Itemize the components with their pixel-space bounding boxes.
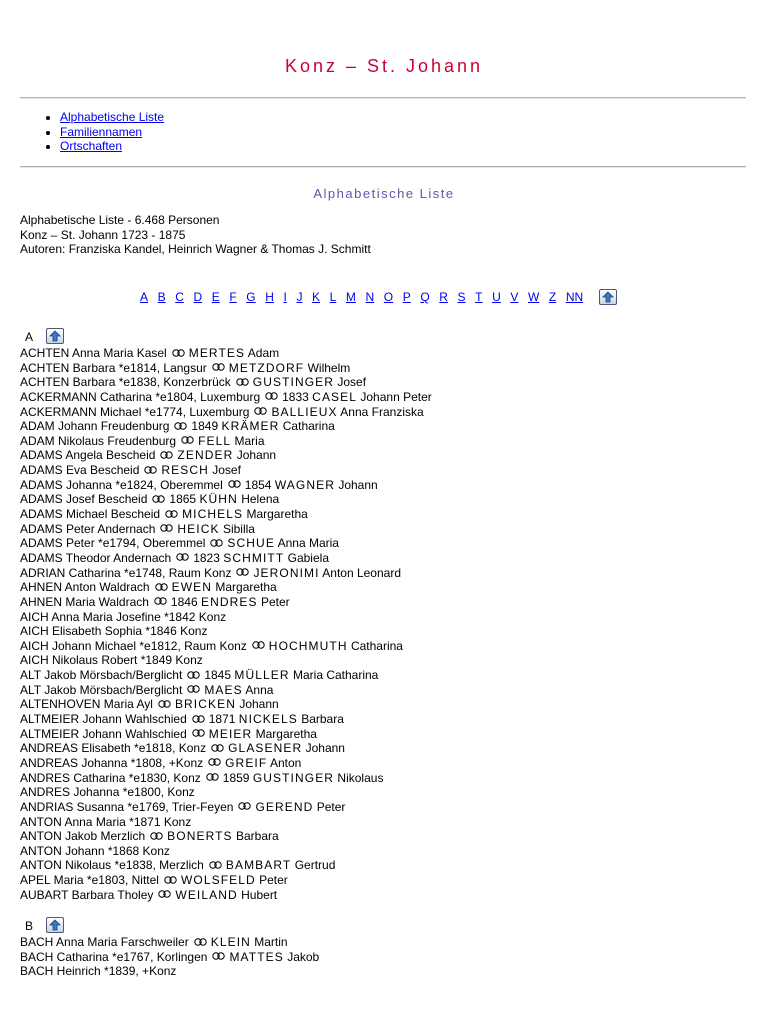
list-item bbox=[20, 741, 432, 756]
list-item bbox=[20, 727, 432, 742]
list-item bbox=[20, 478, 432, 493]
person-name: ANTON Anna Maria *1871 Konz bbox=[20, 814, 192, 829]
up-arrow-icon[interactable] bbox=[46, 917, 64, 933]
spouse-given-name: Hubert bbox=[241, 887, 278, 902]
marriage-rings-icon bbox=[187, 668, 200, 683]
list-item bbox=[20, 697, 432, 712]
list-item bbox=[20, 610, 432, 625]
spouse-given-name: Adam bbox=[247, 346, 280, 360]
alphabet-link-h[interactable]: H bbox=[265, 290, 274, 304]
list-item bbox=[20, 580, 432, 595]
person-name: BACH Catharina *e1767, Korlingen bbox=[20, 949, 208, 964]
section-title: Alphabetische Liste bbox=[313, 186, 455, 201]
marriage-rings-icon bbox=[150, 829, 163, 844]
person-name: ANTON Johann *1868 Konz bbox=[20, 843, 170, 858]
marriage-rings-icon bbox=[236, 375, 249, 390]
list-item bbox=[20, 683, 432, 698]
person-name: ANDRES Johanna *e1800, Konz bbox=[20, 785, 195, 800]
marriage-rings-icon bbox=[192, 726, 205, 741]
spouse-surname: ENDRES bbox=[200, 594, 258, 609]
divider bbox=[20, 166, 746, 168]
spouse-given-name: Margaretha bbox=[246, 507, 308, 522]
spouse-given-name: Margaretha bbox=[215, 580, 277, 595]
marriage-rings-icon bbox=[165, 507, 178, 522]
spouse-surname: CASEL bbox=[312, 389, 358, 404]
section-header bbox=[20, 326, 64, 344]
spouse-given-name: Johann bbox=[305, 741, 345, 756]
person-name: ADAM Nikolaus Freudenburg bbox=[20, 433, 177, 448]
person-name: ADAMS Michael Bescheid bbox=[20, 507, 161, 522]
spouse-surname: JERONIMI bbox=[253, 565, 320, 580]
marriage-rings-icon bbox=[160, 521, 173, 536]
list-item bbox=[20, 712, 432, 727]
spouse-surname: BRICKEN bbox=[174, 697, 236, 712]
marriage-rings-icon bbox=[209, 858, 222, 873]
person-name: ADAMS Angela Bescheid bbox=[20, 448, 156, 463]
nav-item bbox=[60, 110, 164, 125]
spouse-given-name: Johann Peter bbox=[360, 389, 432, 404]
alphabet-link-s[interactable]: S bbox=[457, 290, 466, 304]
nav-list bbox=[20, 110, 164, 154]
marriage-rings-icon bbox=[194, 935, 207, 950]
list-item bbox=[20, 624, 432, 639]
authors: Autoren: Franziska Kandel, Heinrich Wagner & Thomas J. Schmitt bbox=[20, 242, 371, 256]
spouse-surname: MICHELS bbox=[182, 507, 244, 522]
alphabet-index bbox=[140, 288, 617, 306]
spouse-surname: MERTES bbox=[188, 346, 246, 360]
nav-link-familiennamen[interactable]: Familiennamen bbox=[60, 124, 143, 139]
spouse-surname: MATTES bbox=[229, 949, 284, 964]
spouse-surname: WOLSFELD bbox=[180, 873, 256, 888]
marriage-year: 1846 bbox=[170, 594, 198, 609]
list-item bbox=[20, 668, 432, 683]
spouse-surname: MAES bbox=[204, 682, 243, 697]
list-item bbox=[20, 375, 432, 390]
nav-item bbox=[60, 125, 164, 140]
alphabet-link-t[interactable]: T bbox=[475, 290, 483, 304]
list-item bbox=[20, 858, 432, 873]
list-item bbox=[20, 888, 432, 903]
list-item bbox=[20, 390, 432, 405]
list-item bbox=[20, 522, 432, 537]
marriage-rings-icon bbox=[192, 712, 205, 727]
list-item bbox=[20, 551, 432, 566]
person-name: AICH Nikolaus Robert *1849 Konz bbox=[20, 653, 203, 668]
list-item bbox=[20, 829, 432, 844]
nav-link-ortschaften[interactable]: Ortschaften bbox=[60, 139, 123, 153]
list-item bbox=[20, 815, 432, 830]
list-item bbox=[20, 346, 432, 361]
spouse-surname: GREIF bbox=[225, 755, 268, 770]
list-item bbox=[20, 950, 319, 965]
person-name: ALT Jakob Mörsbach/Berglicht bbox=[20, 668, 183, 683]
spouse-surname: KLEIN bbox=[210, 935, 251, 949]
section-letter: A bbox=[25, 330, 34, 344]
person-name: ADAMS Eva Bescheid bbox=[20, 463, 140, 478]
list-item bbox=[20, 756, 432, 771]
spouse-given-name: Martin bbox=[254, 935, 288, 949]
alphabet-link-a[interactable]: A bbox=[140, 290, 149, 304]
spouse-surname: GUSTINGER bbox=[252, 375, 335, 390]
spouse-given-name: Josef bbox=[212, 463, 241, 478]
list-item bbox=[20, 785, 432, 800]
marriage-year: 1849 bbox=[191, 419, 219, 434]
person-name: ACHTEN Anna Maria Kasel bbox=[20, 346, 167, 360]
spouse-given-name: Peter bbox=[259, 873, 288, 888]
spouse-surname: NICKELS bbox=[238, 712, 298, 727]
alphabet-link-l[interactable]: L bbox=[329, 290, 337, 304]
alphabet-link-b[interactable]: B bbox=[157, 290, 166, 304]
spouse-given-name: Nikolaus bbox=[337, 770, 384, 785]
spouse-given-name: Gabiela bbox=[287, 550, 329, 565]
spouse-given-name: Wilhelm bbox=[307, 360, 351, 375]
person-name: ANTON Nikolaus *e1838, Merzlich bbox=[20, 858, 204, 873]
spouse-surname: BONERTS bbox=[167, 829, 233, 844]
person-count: Alphabetische Liste - 6.468 Personen bbox=[20, 213, 220, 227]
alphabet-link-q[interactable]: Q bbox=[420, 290, 430, 304]
person-name: ACKERMANN Michael *e1774, Luxemburg bbox=[20, 404, 250, 419]
spouse-given-name: Peter bbox=[260, 594, 290, 609]
entry-list bbox=[20, 935, 319, 979]
marriage-rings-icon bbox=[238, 799, 251, 814]
marriage-year: 1833 bbox=[282, 389, 309, 404]
list-item bbox=[20, 800, 432, 815]
spouse-surname: HOCHMUTH bbox=[268, 638, 348, 653]
person-name: BACH Heinrich *1839, +Konz bbox=[20, 964, 177, 979]
person-name: ANTON Jakob Merzlich bbox=[20, 829, 146, 844]
alphabet-link-e[interactable]: E bbox=[211, 290, 220, 304]
section-letter: B bbox=[25, 919, 34, 933]
person-name: ADAMS Peter *e1794, Oberemmel bbox=[20, 536, 206, 551]
spouse-given-name: Johann bbox=[239, 697, 279, 712]
marriage-year: 1845 bbox=[204, 668, 232, 683]
spouse-surname: WAGNER bbox=[274, 477, 335, 492]
marriage-rings-icon bbox=[158, 887, 171, 902]
spouse-given-name: Catharina bbox=[282, 419, 335, 434]
page-title: Konz – St. Johann bbox=[284, 56, 484, 76]
person-name: ANDREAS Elisabeth *e1818, Konz bbox=[20, 741, 207, 756]
spouse-surname: BAMBART bbox=[225, 858, 292, 873]
list-item bbox=[20, 419, 432, 434]
marriage-rings-icon bbox=[154, 594, 167, 609]
person-name: ADAM Johann Freudenburg bbox=[20, 419, 170, 434]
alphabet-link-m[interactable]: M bbox=[345, 290, 356, 304]
list-item bbox=[20, 507, 432, 522]
list-item bbox=[20, 964, 319, 979]
spouse-given-name: Anton Leonard bbox=[322, 565, 401, 580]
list-item bbox=[20, 844, 432, 859]
list-item bbox=[20, 448, 432, 463]
marriage-rings-icon bbox=[265, 389, 278, 404]
marriage-rings-icon bbox=[210, 536, 223, 551]
spouse-surname: KRÄMER bbox=[221, 419, 280, 434]
spouse-surname: METZDORF bbox=[228, 360, 305, 375]
spouse-given-name: Anna Maria bbox=[277, 536, 339, 551]
alphabet-link-r[interactable]: R bbox=[439, 290, 448, 304]
spouse-given-name: Johann bbox=[338, 477, 378, 492]
alphabet-link-g[interactable]: G bbox=[246, 290, 256, 304]
marriage-year: 1871 bbox=[208, 712, 236, 727]
spouse-surname: BALLIEUX bbox=[271, 404, 338, 419]
list-item bbox=[20, 566, 432, 581]
marriage-rings-icon bbox=[187, 682, 200, 697]
spouse-surname: MEIER bbox=[208, 726, 253, 741]
person-name: AICH Johann Michael *e1812, Raum Konz bbox=[20, 638, 247, 653]
spouse-surname: SCHMITT bbox=[223, 550, 285, 565]
spouse-given-name: Helena bbox=[241, 492, 280, 507]
up-arrow-icon[interactable] bbox=[599, 289, 617, 305]
alphabet-link-w[interactable]: W bbox=[527, 290, 540, 304]
marriage-year: 1865 bbox=[169, 492, 197, 507]
alphabet-link-o[interactable]: O bbox=[383, 290, 394, 304]
spouse-given-name: Jakob bbox=[287, 949, 320, 964]
spouse-given-name: Anton bbox=[269, 755, 302, 770]
alphabet-link-nn[interactable]: NN bbox=[565, 290, 584, 304]
marriage-year: 1859 bbox=[222, 770, 250, 785]
intro-text bbox=[20, 213, 371, 257]
spouse-given-name: Maria Catharina bbox=[292, 668, 379, 683]
list-item bbox=[20, 771, 432, 786]
spouse-surname: RESCH bbox=[161, 463, 209, 478]
list-item bbox=[20, 653, 432, 668]
up-arrow-icon[interactable] bbox=[46, 328, 64, 344]
person-name: AUBART Barbara Tholey bbox=[20, 887, 154, 902]
marriage-rings-icon bbox=[158, 697, 171, 712]
spouse-surname: MÜLLER bbox=[234, 668, 290, 683]
marriage-rings-icon bbox=[155, 580, 168, 595]
alphabet-link-n[interactable]: N bbox=[365, 290, 375, 304]
person-name: AICH Anna Maria Josefine *1842 Konz bbox=[20, 609, 227, 624]
person-name: ADAMS Josef Bescheid bbox=[20, 492, 148, 507]
person-name: ACKERMANN Catharina *e1804, Luxemburg bbox=[20, 389, 261, 404]
marriage-rings-icon bbox=[181, 433, 194, 448]
entry-list bbox=[20, 346, 432, 902]
alphabet-link-k[interactable]: K bbox=[312, 290, 321, 304]
person-name: ALTENHOVEN Maria Ayl bbox=[20, 697, 153, 712]
section-header bbox=[20, 915, 64, 933]
person-name: ADAMS Theodor Andernach bbox=[20, 550, 172, 565]
alphabet-link-d[interactable]: D bbox=[193, 290, 203, 304]
list-item bbox=[20, 639, 432, 654]
list-item bbox=[20, 935, 319, 950]
spouse-given-name: Anna Franziska bbox=[340, 404, 424, 419]
alphabet-link-i[interactable]: I bbox=[283, 290, 287, 304]
marriage-rings-icon bbox=[236, 565, 249, 580]
person-name: AICH Elisabeth Sophia *1846 Konz bbox=[20, 624, 208, 639]
marriage-rings-icon bbox=[212, 949, 225, 964]
marriage-rings-icon bbox=[174, 419, 187, 434]
spouse-given-name: Barbara bbox=[301, 712, 344, 727]
alphabet-link-z[interactable]: Z bbox=[548, 290, 557, 304]
spouse-given-name: Barbara bbox=[236, 829, 279, 844]
spouse-given-name: Josef bbox=[337, 375, 367, 390]
spouse-given-name: Peter bbox=[316, 799, 346, 814]
nav-link-alphabetische-liste[interactable]: Alphabetische Liste bbox=[60, 110, 165, 124]
spouse-surname: SCHUE bbox=[227, 536, 275, 551]
spouse-given-name: Anna bbox=[245, 682, 274, 697]
person-name: ALT Jakob Mörsbach/Berglicht bbox=[20, 682, 183, 697]
spouse-given-name: Maria bbox=[234, 433, 265, 448]
person-name: APEL Maria *e1803, Nittel bbox=[20, 873, 159, 888]
marriage-rings-icon bbox=[228, 477, 241, 492]
person-name: ACHTEN Barbara *e1814, Langsur bbox=[20, 360, 207, 375]
marriage-rings-icon bbox=[160, 448, 173, 463]
list-item bbox=[20, 536, 432, 551]
list-item bbox=[20, 361, 432, 376]
alphabet-link-c[interactable]: C bbox=[175, 290, 184, 304]
divider bbox=[20, 97, 746, 99]
person-name: ACHTEN Barbara *e1838, Konzerbrück bbox=[20, 375, 231, 390]
spouse-given-name: Johann bbox=[236, 448, 277, 463]
spouse-surname: GLASENER bbox=[228, 741, 303, 756]
spouse-given-name: Sibilla bbox=[222, 521, 255, 536]
person-name: ANDRES Catharina *e1830, Konz bbox=[20, 770, 201, 785]
list-item bbox=[20, 873, 432, 888]
alphabet-link-p[interactable]: P bbox=[402, 290, 411, 304]
spouse-surname: EWEN bbox=[171, 580, 213, 595]
alphabet-link-u[interactable]: U bbox=[492, 290, 501, 304]
marriage-rings-icon bbox=[206, 770, 219, 785]
alphabet-link-j[interactable]: J bbox=[296, 290, 303, 304]
person-name: AHNEN Maria Waldrach bbox=[20, 594, 149, 609]
marriage-rings-icon bbox=[208, 755, 221, 770]
alphabet-link-v[interactable]: V bbox=[510, 290, 519, 304]
marriage-rings-icon bbox=[176, 550, 189, 565]
marriage-year: 1823 bbox=[193, 550, 220, 565]
spouse-surname: FELL bbox=[198, 433, 232, 448]
spouse-surname: ZENDER bbox=[177, 448, 234, 463]
person-name: ANDREAS Johanna *1808, +Konz bbox=[20, 755, 204, 770]
person-name: ADAMS Peter Andernach bbox=[20, 521, 156, 536]
spouse-given-name: Margaretha bbox=[255, 726, 317, 741]
list-item bbox=[20, 492, 432, 507]
nav-item bbox=[60, 139, 164, 154]
list-item bbox=[20, 463, 432, 478]
marriage-year: 1854 bbox=[244, 477, 272, 492]
list-item bbox=[20, 434, 432, 449]
marriage-rings-icon bbox=[172, 346, 185, 361]
person-name: ADAMS Johanna *e1824, Oberemmel bbox=[20, 477, 223, 492]
marriage-rings-icon bbox=[252, 638, 265, 653]
spouse-surname: HEICK bbox=[177, 521, 220, 536]
person-name: ALTMEIER Johann Wahlschied bbox=[20, 726, 187, 741]
alphabet-link-f[interactable]: F bbox=[229, 290, 237, 304]
marriage-rings-icon bbox=[152, 492, 165, 507]
spouse-surname: GEREND bbox=[255, 799, 314, 814]
spouse-given-name: Gertrud bbox=[294, 858, 336, 873]
person-name: ALTMEIER Johann Wahlschied bbox=[20, 712, 187, 727]
marriage-rings-icon bbox=[254, 404, 267, 419]
list-item bbox=[20, 405, 432, 420]
marriage-rings-icon bbox=[212, 360, 225, 375]
spouse-surname: WEILAND bbox=[175, 887, 238, 902]
spouse-surname: KÜHN bbox=[199, 492, 238, 507]
parish-period: Konz – St. Johann 1723 - 1875 bbox=[20, 227, 186, 242]
marriage-rings-icon bbox=[211, 741, 224, 756]
spouse-surname: GUSTINGER bbox=[252, 770, 335, 785]
marriage-rings-icon bbox=[164, 873, 177, 888]
spouse-given-name: Catharina bbox=[350, 638, 403, 653]
person-name: ADRIAN Catharina *e1748, Raum Konz bbox=[20, 565, 232, 580]
person-name: ANDRIAS Susanna *e1769, Trier-Feyen bbox=[20, 799, 234, 814]
list-item bbox=[20, 595, 432, 610]
person-name: AHNEN Anton Waldrach bbox=[20, 580, 150, 595]
person-name: BACH Anna Maria Farschweiler bbox=[20, 935, 189, 949]
marriage-rings-icon bbox=[144, 463, 157, 478]
